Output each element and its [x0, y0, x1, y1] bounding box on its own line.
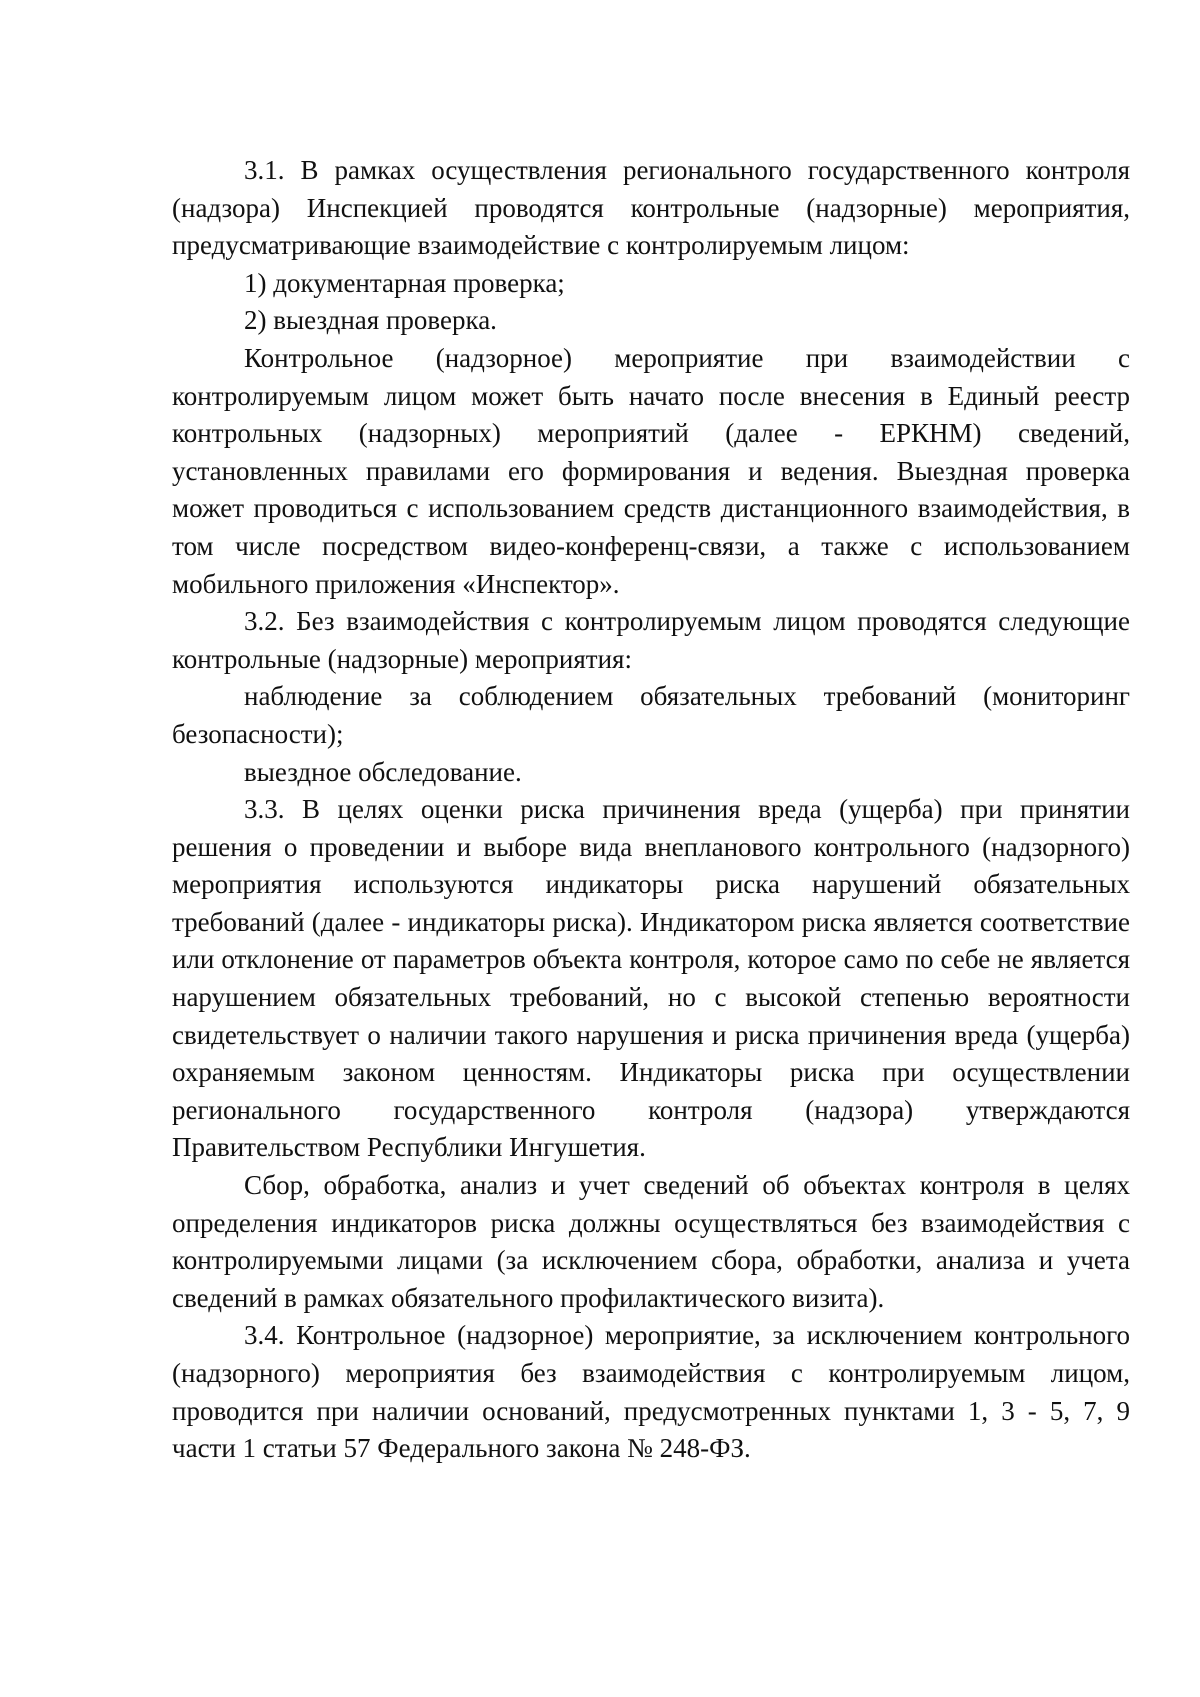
list-item-documentary-check: 1) документарная проверка; — [244, 267, 565, 298]
list-item-field-check: 2) выездная проверка. — [244, 305, 497, 336]
paragraph-data-collection: Сбор, обработка, анализ и учет сведений об объектах контроля в целях определения индикаторов риска должны осуществляться без взаимодействия с контролируемыми лицами (за исключением сбора, обработки, анализа и учета сведений в рамках обязательного профилактического визита). — [172, 1170, 1130, 1313]
paragraph-3-3: 3.3. В целях оценки риска причинения вреда (ущерба) при принятии решения о проведении и выборе вида внепланового контрольного (надзорного) мероприятия используются индикаторы риска нарушений обязательных требований (далее - индикаторы риска). Индикатором риска является соответствие или отклонение от параметров объекта контроля, которое само по себе не является нарушением обязательных требований, но с высокой степенью вероятности свидетельствует о наличии такого нарушения и риска причинения вреда (ущерба) охраняемым законом ценностям. Индикаторы риска при осуществлении регионального государственного контроля (надзора) утверждаются Правительством Республики Ингушетия. — [172, 794, 1130, 1163]
paragraph-3-2: 3.2. Без взаимодействия с контролируемым лицом проводятся следующие контрольные (надзорные) мероприятия: — [172, 606, 1130, 674]
document-body — [172, 152, 1130, 1468]
list-item-field-survey: выездное обследование. — [244, 756, 522, 787]
paragraph-3-1: 3.1. В рамках осуществления регионального государственного контроля (надзора) Инспекцией проводятся контрольные (надзорные) мероприятия, предусматривающие взаимодействие с контролируемым лицом: — [172, 155, 1130, 261]
paragraph-ercnm: Контрольное (надзорное) мероприятие при взаимодействии с контролируемым лицом может быть начато после внесения в Единый реестр контрольных (надзорных) мероприятий (далее - ЕРКНМ) сведений, установленных правилами его формирования и ведения. Выездная проверка может проводиться с использованием средств дистанционного взаимодействия, в том числе посредством видео-конференц-связи, а также с использованием мобильного приложения «Инспектор». — [172, 342, 1130, 599]
list-item-monitoring: наблюдение за соблюдением обязательных требований (мониторинг безопасности); — [172, 681, 1130, 749]
paragraph-3-4: 3.4. Контрольное (надзорное) мероприятие, за исключением контрольного (надзорного) мероприятия без взаимодействия с контролируемым лицом, проводится при наличии оснований, предусмотренных пунктами 1, 3 - 5, 7, 9 части 1 статьи 57 Федерального закона № 248-ФЗ. — [172, 1320, 1130, 1464]
